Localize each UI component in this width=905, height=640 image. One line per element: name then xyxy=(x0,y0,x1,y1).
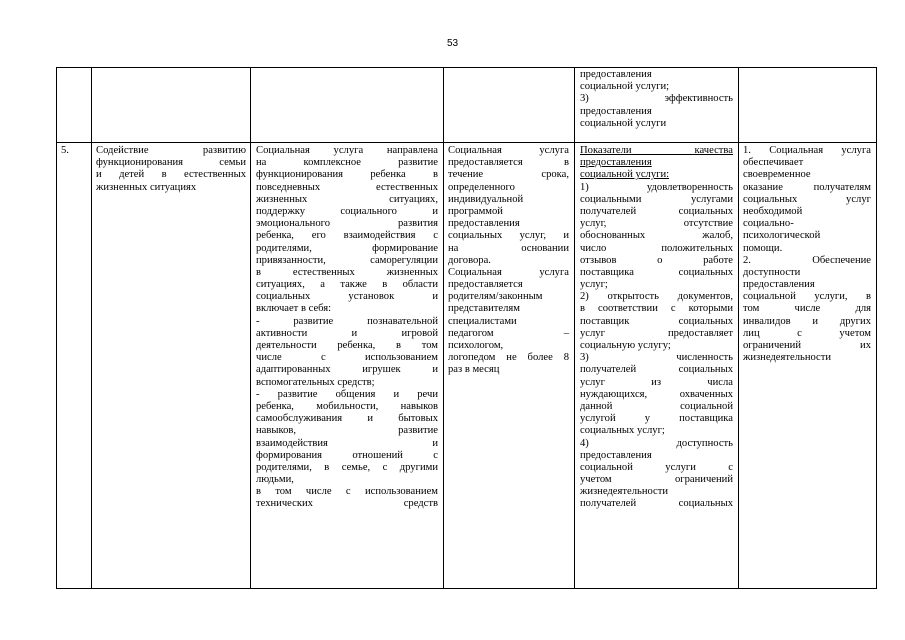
text-line: Социальная услуга направлена xyxy=(256,145,438,156)
text-line: 3) численность xyxy=(580,352,733,364)
text-line: получателей социальных xyxy=(580,498,733,510)
text-line: функционирования ребенка в xyxy=(256,169,438,181)
text-line: повседневных естественных xyxy=(256,181,438,193)
text-line: предоставления xyxy=(580,449,652,461)
text-line: поставщик социальных xyxy=(580,315,733,327)
text-line: данной социальной xyxy=(580,400,733,412)
text-line: услуг предоставляет xyxy=(580,327,733,339)
text-line: 3) эффективность xyxy=(580,93,733,105)
text-line: 2) открытость документов, xyxy=(580,291,733,303)
text-line: социальную услугу; xyxy=(580,340,671,351)
text-line: в соответствии с которыми xyxy=(580,303,733,315)
text-line: нуждающихся, охваченных xyxy=(580,388,733,400)
text-line: получателей социальных xyxy=(580,205,733,217)
text-line: представителям xyxy=(448,303,520,315)
text-line: определенного xyxy=(448,181,515,193)
text-line: поставщика социальных xyxy=(580,266,733,278)
text-line: привязанности, саморегуляции xyxy=(256,254,438,266)
text-line: ситуациях, а также в области xyxy=(256,279,438,291)
text-line: своевременное xyxy=(743,169,811,181)
text-line: предоставления xyxy=(580,105,652,117)
page-number: 53 xyxy=(446,38,459,49)
text-line: ребенка, его взаимодействия с xyxy=(256,230,438,242)
text-line: педагогом – xyxy=(448,327,569,339)
text-line: специалистами xyxy=(448,315,517,327)
text-line: том числе для xyxy=(743,303,871,315)
text-line: адаптированных игрушек и xyxy=(256,364,438,376)
text-line: социальной услуги, в xyxy=(743,291,871,303)
column-border-1 xyxy=(91,67,92,589)
prev-row-indicators-cell xyxy=(580,69,733,130)
text-line: Показатели качества xyxy=(580,145,733,156)
text-line: деятельности ребенка, в том xyxy=(256,340,438,351)
column-border-3 xyxy=(443,67,444,589)
text-line: лиц с учетом xyxy=(743,327,871,339)
text-line: жизненных ситуациях xyxy=(96,181,197,193)
text-line: оказание получателям xyxy=(743,181,871,193)
text-line: социальных услуг, и xyxy=(448,230,569,242)
text-line: технических средств xyxy=(256,498,438,510)
text-line: обеспечивает xyxy=(743,157,804,169)
column-border-2 xyxy=(250,67,251,589)
text-line: ребенка, мобильности, навыков xyxy=(256,400,438,412)
row-number-cell xyxy=(61,145,87,157)
text-line: социальных услуг; xyxy=(580,425,665,437)
text-line: услуг, отсутствие xyxy=(580,218,733,230)
text-line: включает в себя: xyxy=(256,303,332,315)
text-line: на комплексное развитие xyxy=(256,157,438,169)
text-line: услуг из числа xyxy=(580,376,733,388)
text-line: Содействие развитию xyxy=(96,145,246,156)
text-line: психологической xyxy=(743,230,821,242)
text-line: договора. xyxy=(448,254,491,266)
text-line: 1) удовлетворенность xyxy=(580,181,733,193)
text-line: предоставляется в xyxy=(448,157,569,169)
text-line: предоставляется xyxy=(448,279,523,291)
text-line: психологом, xyxy=(448,340,504,351)
text-line: помощи. xyxy=(743,242,783,254)
text-line: родителями, формирование xyxy=(256,242,438,254)
text-line: социальной услуги: xyxy=(580,169,670,181)
text-line: 2. Обеспечение xyxy=(743,254,871,266)
text-line: поддержку социального и xyxy=(256,205,438,217)
text-line: программой xyxy=(448,205,503,217)
text-line: 5. xyxy=(61,145,69,156)
text-line: социальной услуги с xyxy=(580,461,733,473)
text-line: получателей социальных xyxy=(580,364,733,376)
text-line: вспомогательных средств; xyxy=(256,376,375,388)
text-line: родителями, в семье, с другими xyxy=(256,461,438,473)
text-line: предоставления xyxy=(580,69,652,80)
text-line: раз в месяц xyxy=(448,364,500,376)
text-line: индивидуальной xyxy=(448,193,524,205)
table-bottom-border xyxy=(56,588,877,589)
text-line: социальных услуг xyxy=(743,193,871,205)
text-line: доступности xyxy=(743,266,801,278)
text-line: предоставления xyxy=(580,157,652,169)
text-line: ограничений их xyxy=(743,340,871,351)
text-line: Социальная услуга xyxy=(448,145,569,156)
text-line: Социальная услуга xyxy=(448,266,569,278)
text-line: в естественных жизненных xyxy=(256,266,438,278)
text-line: обоснованных жалоб, xyxy=(580,230,733,242)
column-border-4 xyxy=(574,67,575,589)
text-line: 4) доступность xyxy=(580,437,733,449)
text-line: жизненных ситуациях, xyxy=(256,193,438,205)
text-line: формирования отношений с xyxy=(256,449,438,461)
text-line: предоставления xyxy=(743,279,815,291)
text-line: отзывов о работе xyxy=(580,254,733,266)
text-line: - развитие познавательной xyxy=(256,315,438,327)
text-line: жизнедеятельности xyxy=(743,352,832,364)
text-line: числе с использованием xyxy=(256,352,438,364)
text-line: социальной услуги; xyxy=(580,81,670,93)
text-line: необходимой xyxy=(743,205,803,217)
text-line: родителям/законным xyxy=(448,291,543,303)
column-border-left xyxy=(56,67,57,589)
table-top-border xyxy=(56,67,877,68)
text-line: социальными услугами xyxy=(580,193,733,205)
text-line: эмоционального развития xyxy=(256,218,438,230)
text-line: предоставления xyxy=(448,218,520,230)
text-line: навыков, развитие xyxy=(256,425,438,437)
service-timing-cell xyxy=(448,145,569,377)
text-line: - развитие общения и речи xyxy=(256,388,438,400)
text-line: функционирования семьи xyxy=(96,157,246,169)
quality-indicators-cell xyxy=(580,145,733,511)
text-line: услугой у поставщика xyxy=(580,413,733,425)
text-line: на основании xyxy=(448,242,569,254)
text-line: услуг; xyxy=(580,279,608,291)
text-line: инвалидов и других xyxy=(743,315,871,327)
text-line: взаимодействия и xyxy=(256,437,438,449)
text-line: самообслуживания и бытовых xyxy=(256,413,438,425)
text-line: течение срока, xyxy=(448,169,569,181)
text-line: жизнедеятельности xyxy=(580,486,669,498)
text-line: 1. Социальная услуга xyxy=(743,145,871,156)
service-name-cell xyxy=(96,145,246,194)
text-line: социальной услуги xyxy=(580,117,667,129)
text-line: людьми, xyxy=(256,474,294,486)
row-divider xyxy=(56,142,877,143)
text-line: учетом ограничений xyxy=(580,474,733,486)
text-line: социальных установок и xyxy=(256,291,438,303)
text-line: число положительных xyxy=(580,242,733,254)
text-line: логопедом не более 8 xyxy=(448,352,569,364)
service-description-cell xyxy=(256,145,438,511)
text-line: социально- xyxy=(743,218,794,230)
column-border-right xyxy=(876,67,877,589)
text-line: и детей в естественных xyxy=(96,169,246,181)
column-border-5 xyxy=(738,67,739,589)
text-line: в том числе с использованием xyxy=(256,486,438,498)
text-line: активности и игровой xyxy=(256,327,438,339)
service-conditions-cell xyxy=(743,145,871,364)
